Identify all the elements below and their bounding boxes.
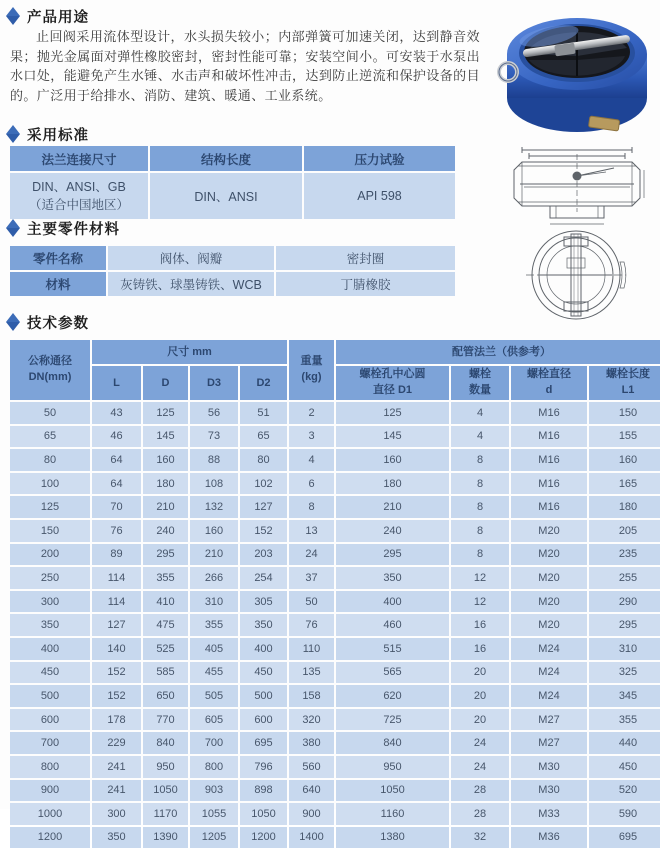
tech-cell: 585: [143, 662, 188, 684]
tech-cell: 770: [143, 709, 188, 731]
column-group-size: 尺寸 mm: [92, 340, 287, 364]
tech-cell: 28: [451, 803, 509, 825]
tech-cell: 145: [143, 426, 188, 448]
tech-cell: 640: [289, 780, 334, 802]
tech-cell: 4: [451, 402, 509, 424]
table-row: [10, 662, 660, 684]
tech-cell: 310: [190, 591, 238, 613]
tech-cell: M36: [511, 827, 587, 849]
section-title-tech: [6, 312, 89, 333]
tech-cell: 73: [190, 426, 238, 448]
tech-cell: 800: [10, 756, 90, 778]
tech-cell: 505: [190, 685, 238, 707]
column-header-d2: D2: [240, 366, 287, 400]
tech-cell: 525: [143, 638, 188, 660]
tech-cell: 455: [190, 662, 238, 684]
table-row: [10, 402, 660, 424]
tech-cell: 13: [289, 520, 334, 542]
materials-cell: 丁腈橡胶: [276, 272, 455, 296]
tech-cell: M20: [511, 520, 587, 542]
tech-cell: 37: [289, 567, 334, 589]
tech-cell: 80: [240, 449, 287, 471]
tech-cell: 355: [190, 614, 238, 636]
tech-cell: 300: [92, 803, 141, 825]
tech-cell: 165: [589, 473, 660, 495]
tech-cell: 102: [240, 473, 287, 495]
diamond-bullet-icon: [6, 16, 20, 25]
tech-cell: 1050: [143, 780, 188, 802]
diamond-bullet-icon: [6, 228, 20, 237]
column-header: 压力试验: [304, 146, 455, 171]
tech-cell: 300: [10, 591, 90, 613]
tech-cell: M27: [511, 732, 587, 754]
tech-cell: 240: [336, 520, 449, 542]
valve-drawing-illustration: [494, 142, 658, 322]
tech-cell: 310: [589, 638, 660, 660]
tech-cell: 345: [589, 685, 660, 707]
tech-cell: 903: [190, 780, 238, 802]
tech-cell: 520: [589, 780, 660, 802]
tech-cell: 400: [336, 591, 449, 613]
tech-cell: 3: [289, 426, 334, 448]
section-title-standards: [6, 124, 89, 145]
column-header-bolt-len: 螺栓长度 L1: [589, 366, 660, 400]
table-row: [10, 780, 660, 802]
tech-cell: M20: [511, 591, 587, 613]
tech-cell: 295: [336, 544, 449, 566]
tech-cell: 132: [190, 496, 238, 518]
table-row: [10, 496, 660, 518]
tech-cell: 80: [10, 449, 90, 471]
tech-cell: 700: [10, 732, 90, 754]
table-row: [10, 732, 660, 754]
table-header-row: [10, 340, 660, 364]
tech-cell: 65: [240, 426, 287, 448]
tech-cell: 650: [143, 685, 188, 707]
tech-cell: 295: [143, 544, 188, 566]
table-row: [10, 709, 660, 731]
table-row: [10, 756, 660, 778]
tech-cell: 114: [92, 567, 141, 589]
tech-cell: 160: [190, 520, 238, 542]
table-row: [10, 567, 660, 589]
column-group-flange: 配管法兰（供参考）: [336, 340, 660, 364]
tech-cell: 1055: [190, 803, 238, 825]
tech-cell: 210: [190, 544, 238, 566]
tech-cell: 565: [336, 662, 449, 684]
tech-cell: 725: [336, 709, 449, 731]
tech-cell: 410: [143, 591, 188, 613]
tech-cell: 355: [143, 567, 188, 589]
tech-cell: 475: [143, 614, 188, 636]
tech-cell: 305: [240, 591, 287, 613]
tech-cell: 64: [92, 449, 141, 471]
tech-cell: 1390: [143, 827, 188, 849]
tech-cell: 460: [336, 614, 449, 636]
tech-cell: 8: [289, 496, 334, 518]
tech-cell: 255: [589, 567, 660, 589]
table-row: [10, 827, 660, 849]
tech-cell: 180: [143, 473, 188, 495]
tech-cell: 20: [451, 709, 509, 731]
table-header-row: [10, 146, 455, 171]
tech-cell: M24: [511, 685, 587, 707]
tech-cell: 320: [289, 709, 334, 731]
tech-cell: 210: [143, 496, 188, 518]
table-row: [10, 544, 660, 566]
tech-cell: 24: [451, 732, 509, 754]
section-title-usage: [6, 6, 89, 27]
tech-cell: 135: [289, 662, 334, 684]
tech-cell: 840: [336, 732, 449, 754]
tech-cell: 8: [451, 449, 509, 471]
tech-cell: 240: [143, 520, 188, 542]
column-header-bolt-count: 螺栓 数量: [451, 366, 509, 400]
tech-cell: 4: [451, 426, 509, 448]
tech-cell: M20: [511, 614, 587, 636]
tech-cell: 8: [451, 520, 509, 542]
tech-cell: 350: [92, 827, 141, 849]
materials-table: [8, 244, 457, 298]
tech-cell: 1170: [143, 803, 188, 825]
tech-cell: 89: [92, 544, 141, 566]
tech-cell: 210: [336, 496, 449, 518]
tech-cell: 108: [190, 473, 238, 495]
table-row: [10, 449, 660, 471]
tech-cell: 1200: [10, 827, 90, 849]
tech-cell: 70: [92, 496, 141, 518]
section-title-text: 主要零件材料: [27, 222, 120, 238]
tech-cell: 76: [92, 520, 141, 542]
column-header-dn: 公称通径 DN(mm): [10, 340, 90, 400]
table-row: [10, 803, 660, 825]
tech-cell: 76: [289, 614, 334, 636]
tech-cell: 1160: [336, 803, 449, 825]
tech-cell: M24: [511, 638, 587, 660]
tech-cell: 127: [240, 496, 287, 518]
diamond-bullet-icon: [6, 134, 20, 143]
tech-cell: 125: [143, 402, 188, 424]
tech-cell: 100: [10, 473, 90, 495]
tech-cell: 405: [190, 638, 238, 660]
tech-cell: 88: [190, 449, 238, 471]
tech-cell: 800: [190, 756, 238, 778]
tech-cell: 605: [190, 709, 238, 731]
tech-cell: 235: [589, 544, 660, 566]
tech-cell: 600: [10, 709, 90, 731]
column-header-d1: 螺栓孔中心圆 直径 D1: [336, 366, 449, 400]
table-row: [10, 246, 455, 270]
tech-cell: 796: [240, 756, 287, 778]
tech-cell: 241: [92, 756, 141, 778]
row-header: 零件名称: [10, 246, 106, 270]
table-row: [10, 591, 660, 613]
standards-pressure-cell: API 598: [304, 173, 455, 219]
tech-cell: 178: [92, 709, 141, 731]
column-header-d3: D3: [190, 366, 238, 400]
tech-cell: 64: [92, 473, 141, 495]
tech-cell: M20: [511, 567, 587, 589]
table-row: [10, 426, 660, 448]
tech-cell: 450: [10, 662, 90, 684]
tech-cell: 8: [451, 544, 509, 566]
column-header-weight: 重量 (kg): [289, 340, 334, 400]
column-header-l: L: [92, 366, 141, 400]
tech-cell: 65: [10, 426, 90, 448]
tech-cell: 266: [190, 567, 238, 589]
tech-cell: 898: [240, 780, 287, 802]
column-header-bolt-dia: 螺栓直径 d: [511, 366, 587, 400]
tech-cell: 200: [10, 544, 90, 566]
materials-cell: 灰铸铁、球墨铸铁、WCB: [108, 272, 274, 296]
tech-cell: 43: [92, 402, 141, 424]
tech-cell: 400: [10, 638, 90, 660]
tech-cell: 1000: [10, 803, 90, 825]
tech-cell: 16: [451, 638, 509, 660]
tech-cell: 6: [289, 473, 334, 495]
tech-cell: 155: [589, 426, 660, 448]
tech-cell: 125: [10, 496, 90, 518]
tech-cell: 12: [451, 567, 509, 589]
tech-cell: 160: [143, 449, 188, 471]
tech-cell: 350: [10, 614, 90, 636]
table-row: [10, 272, 455, 296]
tech-cell: M24: [511, 662, 587, 684]
tech-cell: 695: [589, 827, 660, 849]
tech-cell: 350: [336, 567, 449, 589]
tech-cell: 2: [289, 402, 334, 424]
table-row: [10, 685, 660, 707]
tech-cell: 500: [10, 685, 90, 707]
tech-cell: M33: [511, 803, 587, 825]
tech-cell: 500: [240, 685, 287, 707]
tech-cell: 241: [92, 780, 141, 802]
tech-cell: 900: [10, 780, 90, 802]
tech-cell: 24: [451, 756, 509, 778]
tech-cell: 400: [240, 638, 287, 660]
tech-cell: 560: [289, 756, 334, 778]
tech-cell: 950: [143, 756, 188, 778]
tech-cell: 16: [451, 614, 509, 636]
standards-table: [8, 144, 457, 221]
tech-cell: 203: [240, 544, 287, 566]
tech-cell: M16: [511, 473, 587, 495]
tech-cell: 150: [589, 402, 660, 424]
tech-cell: 229: [92, 732, 141, 754]
technical-drawing: [494, 142, 658, 322]
tech-cell: 110: [289, 638, 334, 660]
tech-cell: M16: [511, 402, 587, 424]
tech-cell: 355: [589, 709, 660, 731]
tech-cell: 180: [589, 496, 660, 518]
row-header: 材料: [10, 272, 106, 296]
tech-cell: M16: [511, 496, 587, 518]
tech-cell: M30: [511, 780, 587, 802]
tech-cell: M16: [511, 426, 587, 448]
tech-cell: 160: [336, 449, 449, 471]
tech-cell: 51: [240, 402, 287, 424]
tech-cell: 950: [336, 756, 449, 778]
standards-flange-cell: DIN、ANSI、GB （适合中国地区）: [10, 173, 148, 219]
tech-cell: 1400: [289, 827, 334, 849]
tech-cell: 695: [240, 732, 287, 754]
tech-cell: 160: [589, 449, 660, 471]
tech-cell: 152: [240, 520, 287, 542]
tech-cell: 254: [240, 567, 287, 589]
tech-cell: M27: [511, 709, 587, 731]
standards-length-cell: DIN、ANSI: [150, 173, 302, 219]
tech-cell: 50: [289, 591, 334, 613]
tech-cell: 380: [289, 732, 334, 754]
tech-cell: M16: [511, 449, 587, 471]
tech-cell: 440: [589, 732, 660, 754]
tech-cell: 150: [10, 520, 90, 542]
usage-paragraph: 止回阀采用流体型设计，水头损失较小；内部弹簧可加速关闭，达到静音效果；抛光金属面对弹性橡胶密封，密封性能可靠；安装空间小。可安装于水泵出水口处，能避免产生水锤、水击声和破坏性冲击，达到防止逆流和保护设备的目的。广泛用于给排水、消防、建筑、暖通、工业系统。: [10, 29, 480, 103]
tech-cell: 4: [289, 449, 334, 471]
tech-cell: 1380: [336, 827, 449, 849]
table-row: [10, 520, 660, 542]
tech-cell: 620: [336, 685, 449, 707]
tech-cell: 50: [10, 402, 90, 424]
section-title-text: 产品用途: [27, 10, 89, 26]
tech-cell: 450: [589, 756, 660, 778]
tech-cell: 180: [336, 473, 449, 495]
table-row: [10, 173, 455, 219]
tech-cell: 900: [289, 803, 334, 825]
tech-cell: 840: [143, 732, 188, 754]
tech-cell: 20: [451, 685, 509, 707]
tech-cell: M30: [511, 756, 587, 778]
tech-cell: 145: [336, 426, 449, 448]
product-photo: [497, 4, 655, 138]
tech-cell: 450: [240, 662, 287, 684]
tech-cell: 125: [336, 402, 449, 424]
tech-cell: 590: [589, 803, 660, 825]
tech-cell: 1050: [336, 780, 449, 802]
tech-parameters-table: [8, 338, 660, 850]
tech-cell: 600: [240, 709, 287, 731]
tech-cell: 8: [451, 473, 509, 495]
column-header: 结构长度: [150, 146, 302, 171]
tech-cell: 46: [92, 426, 141, 448]
valve-photo-illustration: [497, 4, 655, 138]
table-header-row: [10, 366, 660, 400]
tech-cell: 8: [451, 496, 509, 518]
materials-cell: 密封圈: [276, 246, 455, 270]
table-row: [10, 638, 660, 660]
tech-cell: 56: [190, 402, 238, 424]
tech-cell: 127: [92, 614, 141, 636]
section-title-materials: [6, 218, 120, 239]
tech-cell: 20: [451, 662, 509, 684]
tech-cell: 1050: [240, 803, 287, 825]
tech-cell: 295: [589, 614, 660, 636]
tech-cell: 152: [92, 662, 141, 684]
column-header-d: D: [143, 366, 188, 400]
tech-cell: 290: [589, 591, 660, 613]
section-title-text: 技术参数: [27, 316, 89, 332]
section-title-text: 采用标准: [27, 128, 89, 144]
tech-cell: 515: [336, 638, 449, 660]
tech-cell: 700: [190, 732, 238, 754]
tech-cell: 28: [451, 780, 509, 802]
tech-cell: 24: [289, 544, 334, 566]
tech-cell: 205: [589, 520, 660, 542]
diamond-bullet-icon: [6, 322, 20, 331]
tech-cell: 32: [451, 827, 509, 849]
tech-cell: 1205: [190, 827, 238, 849]
tech-cell: 140: [92, 638, 141, 660]
tech-cell: 158: [289, 685, 334, 707]
table-row: [10, 614, 660, 636]
tech-cell: 250: [10, 567, 90, 589]
tech-cell: 350: [240, 614, 287, 636]
tech-cell: 114: [92, 591, 141, 613]
tech-cell: 152: [92, 685, 141, 707]
table-row: [10, 473, 660, 495]
tech-cell: 12: [451, 591, 509, 613]
tech-table-body: [10, 402, 660, 848]
tech-cell: M20: [511, 544, 587, 566]
tech-cell: 1200: [240, 827, 287, 849]
materials-cell: 阀体、阀瓣: [108, 246, 274, 270]
column-header: 法兰连接尺寸: [10, 146, 148, 171]
tech-cell: 325: [589, 662, 660, 684]
